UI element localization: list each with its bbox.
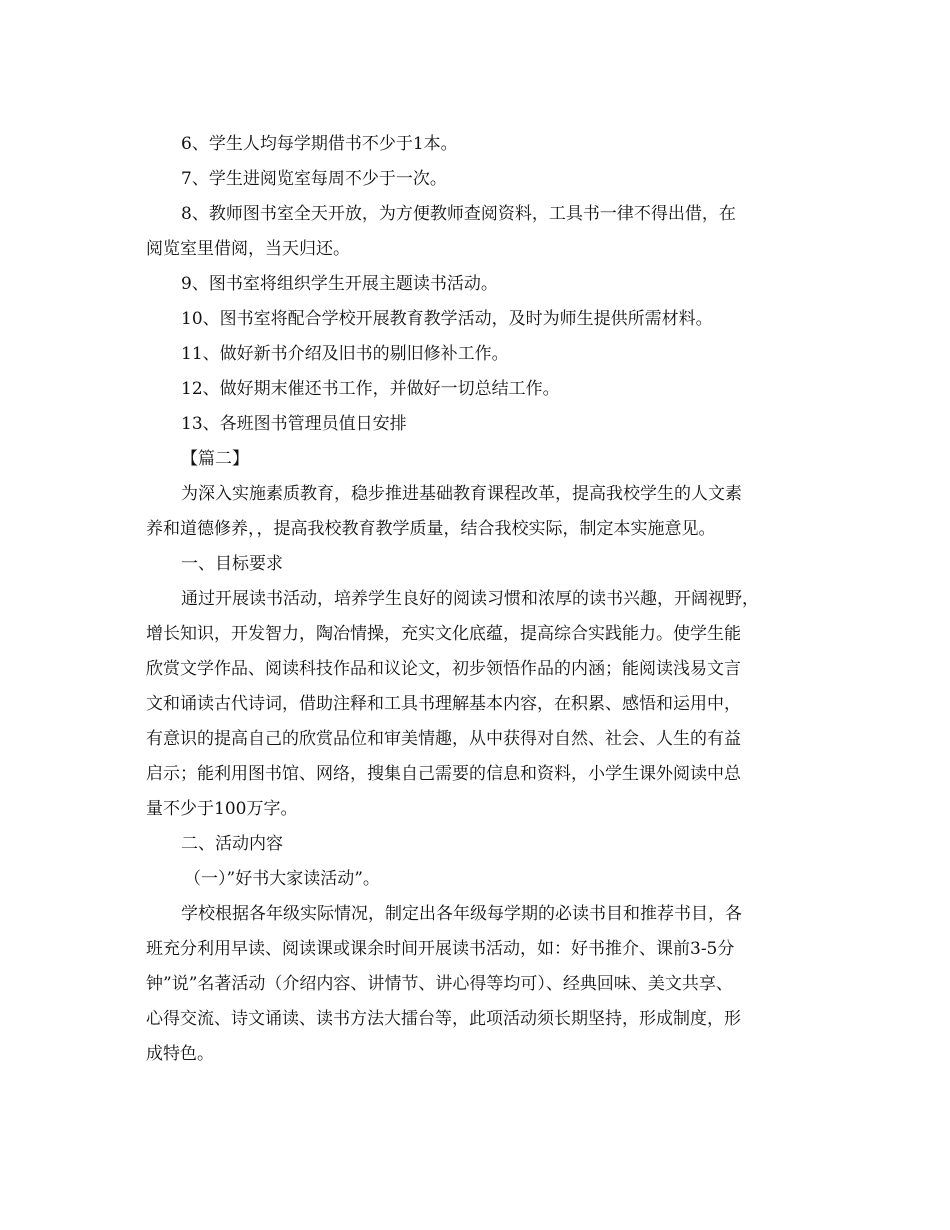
paragraph-line: 养和道德修养，，提高我校教育教学质量，结合我校实际，制定本实施意见。 — [146, 519, 716, 539]
section-heading: 【篇二】 — [181, 449, 249, 469]
list-item: 12、做好期末催还书工作，并做好一切总结工作。 — [181, 379, 560, 399]
paragraph-line: 为深入实施素质教育，稳步推进基础教育课程改革，提高我校学生的人文素 — [181, 484, 742, 504]
paragraph-line: 有意识的提高自己的欣赏品位和审美情趣，从中获得对自然、社会、人生的有益 — [146, 729, 741, 749]
paragraph-line: 钟”说”名著活动（介绍内容、讲情节、讲心得等均可）、经典回味、美文共享、 — [146, 974, 733, 994]
subsection-heading: 二、活动内容 — [181, 834, 283, 854]
paragraph-line: 通过开展读书活动，培养学生良好的阅读习惯和浓厚的读书兴趣，开阔视野， — [181, 589, 759, 609]
list-item: 10、图书室将配合学校开展教育教学活动，及时为师生提供所需材料。 — [181, 309, 713, 329]
list-item: 8、教师图书室全天开放，为方便教师查阅资料，工具书一律不得出借，在 — [181, 204, 736, 224]
list-item: 6、学生人均每学期借书不少于1本。 — [181, 134, 458, 154]
list-item: 11、做好新书介绍及旧书的剔旧修补工作。 — [181, 344, 509, 364]
paragraph-line: 文和诵读古代诗词，借助注释和工具书理解基本内容，在积累、感悟和运用中， — [146, 694, 741, 714]
document-body — [146, 127, 811, 1072]
list-item: 7、学生进阅览室每周不少于一次。 — [181, 169, 447, 189]
list-item-continuation: 阅览室里借阅，当天归还。 — [146, 239, 350, 259]
paragraph-line: 启示；能利用图书馆、网络，搜集自己需要的信息和资料，小学生课外阅读中总 — [146, 764, 741, 784]
paragraph-line: 成特色。 — [146, 1044, 214, 1064]
paragraph-line: 量不少于100万字。 — [146, 799, 298, 819]
subsection-heading: （一）”好书大家读活动”。 — [184, 869, 380, 889]
paragraph-line: 欣赏文学作品、阅读科技作品和议论文，初步领悟作品的内涵；能阅读浅易文言 — [146, 659, 741, 679]
list-item: 13、各班图书管理员值日安排 — [181, 414, 407, 434]
paragraph-line: 班充分利用早读、阅读课或课余时间开展读书活动，如：好书推介、课前3-5分 — [146, 939, 735, 959]
subsection-heading: 一、目标要求 — [181, 554, 283, 574]
list-item: 9、图书室将组织学生开展主题读书活动。 — [181, 274, 498, 294]
paragraph-line: 增长知识，开发智力，陶冶情操，充实文化底蕴，提高综合实践能力。使学生能 — [146, 624, 741, 644]
paragraph-line: 心得交流、诗文诵读、读书方法大擂台等，此项活动须长期坚持，形成制度，形 — [146, 1009, 741, 1029]
paragraph-line: 学校根据各年级实际情况，制定出各年级每学期的必读书目和推荐书目，各 — [181, 904, 742, 924]
